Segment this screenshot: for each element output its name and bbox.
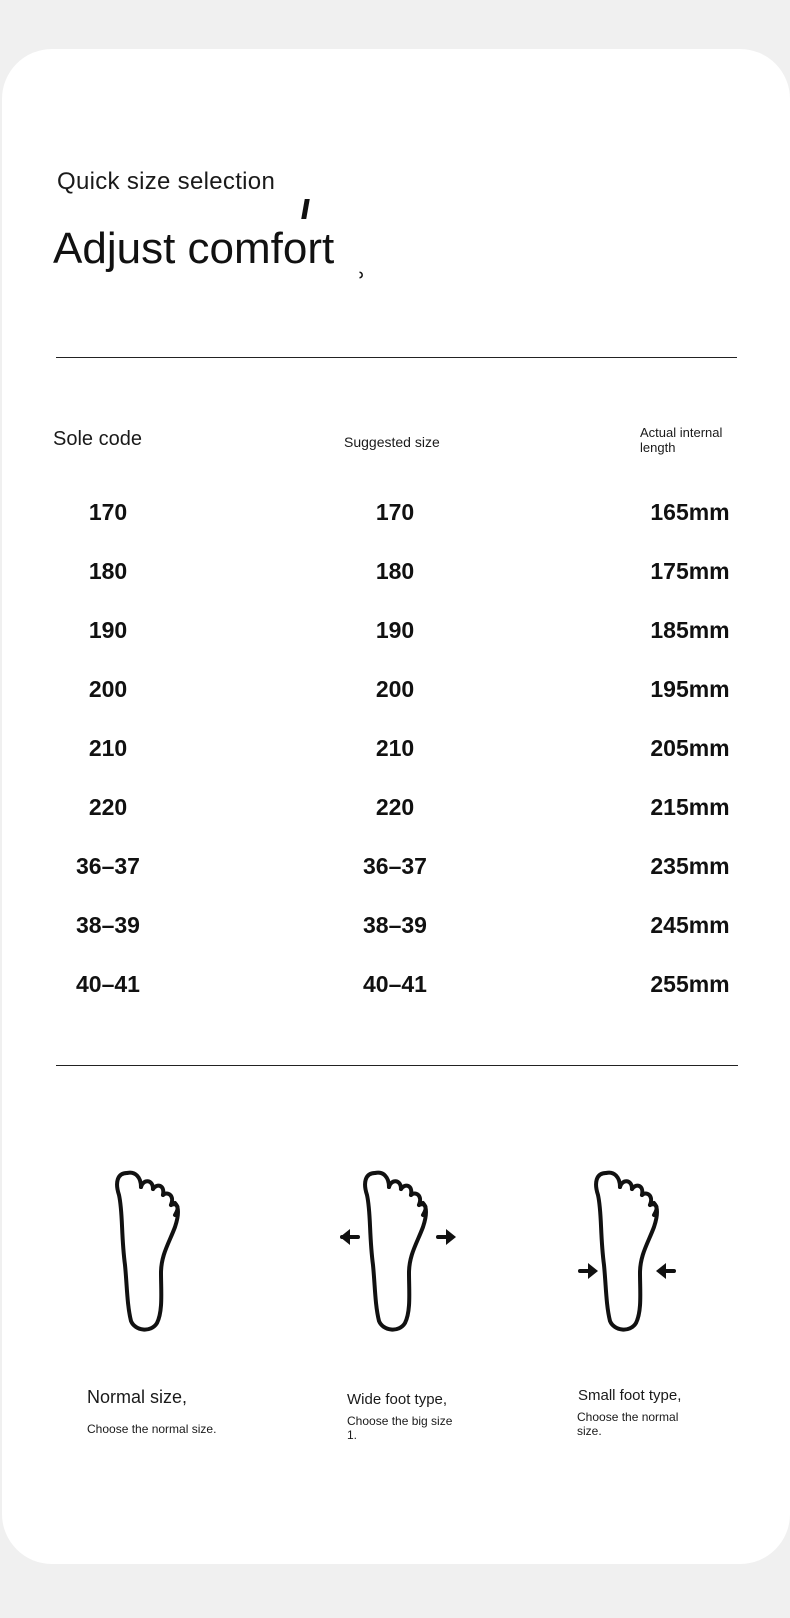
suggested-size-cell: 40–41 xyxy=(363,971,427,997)
actual-length-cell: 175mm xyxy=(650,558,730,584)
actual-length-cell: 185mm xyxy=(650,617,730,643)
sole-code-cell: 210 xyxy=(88,735,128,761)
sole-code-cell: 38–39 xyxy=(76,912,140,938)
actual-length-cell: 235mm xyxy=(650,853,730,879)
suggested-size-cell: 200 xyxy=(375,676,415,702)
suggested-size-cell: 210 xyxy=(375,735,415,761)
column-header-suggested-size: Suggested size xyxy=(344,434,440,450)
actual-length-cell: 195mm xyxy=(650,676,730,702)
wide-foot-text: Choose the big size 1. xyxy=(347,1414,453,1442)
actual-length-cell: 255mm xyxy=(650,971,730,997)
normal-size-title: Normal size, xyxy=(87,1387,188,1407)
suggested-size-cell: 170 xyxy=(375,499,415,525)
small-foot-title: Small foot type, xyxy=(578,1387,682,1404)
page-subtitle: Quick size selection xyxy=(57,168,276,195)
page-title: Adjust comfort xyxy=(53,224,335,273)
column-header-actual-length: Actual internal length xyxy=(640,425,723,455)
sole-code-cell: 190 xyxy=(88,617,128,643)
suggested-size-cell: 36–37 xyxy=(363,853,427,879)
suggested-size-cell: 220 xyxy=(375,794,415,820)
suggested-size-cell: 180 xyxy=(375,558,415,584)
sole-code-cell: 200 xyxy=(88,676,128,702)
actual-length-cell: 215mm xyxy=(650,794,730,820)
decorative-hook-mark: ʾ xyxy=(358,268,366,298)
sole-code-cell: 180 xyxy=(88,558,128,584)
column-header-sole-code: Sole code xyxy=(53,428,142,450)
sole-code-cell: 170 xyxy=(88,499,128,525)
top-divider xyxy=(56,357,737,358)
suggested-size-cell: 190 xyxy=(375,617,415,643)
small-foot-icon xyxy=(578,1165,678,1335)
sole-code-cell: 36–37 xyxy=(76,853,140,879)
actual-length-cell: 245mm xyxy=(650,912,730,938)
suggested-size-cell: 38–39 xyxy=(363,912,427,938)
normal-foot-icon xyxy=(105,1165,195,1335)
small-foot-text: Choose the normal size. xyxy=(577,1410,679,1438)
wide-foot-title: Wide foot type, xyxy=(347,1391,448,1408)
actual-length-cell: 205mm xyxy=(650,735,730,761)
sole-code-cell: 220 xyxy=(88,794,128,820)
normal-size-text: Choose the normal size. xyxy=(87,1422,217,1436)
sole-code-cell: 40–41 xyxy=(76,971,140,997)
bottom-divider xyxy=(56,1065,738,1066)
wide-foot-icon xyxy=(338,1165,458,1335)
actual-length-cell: 165mm xyxy=(650,499,730,525)
